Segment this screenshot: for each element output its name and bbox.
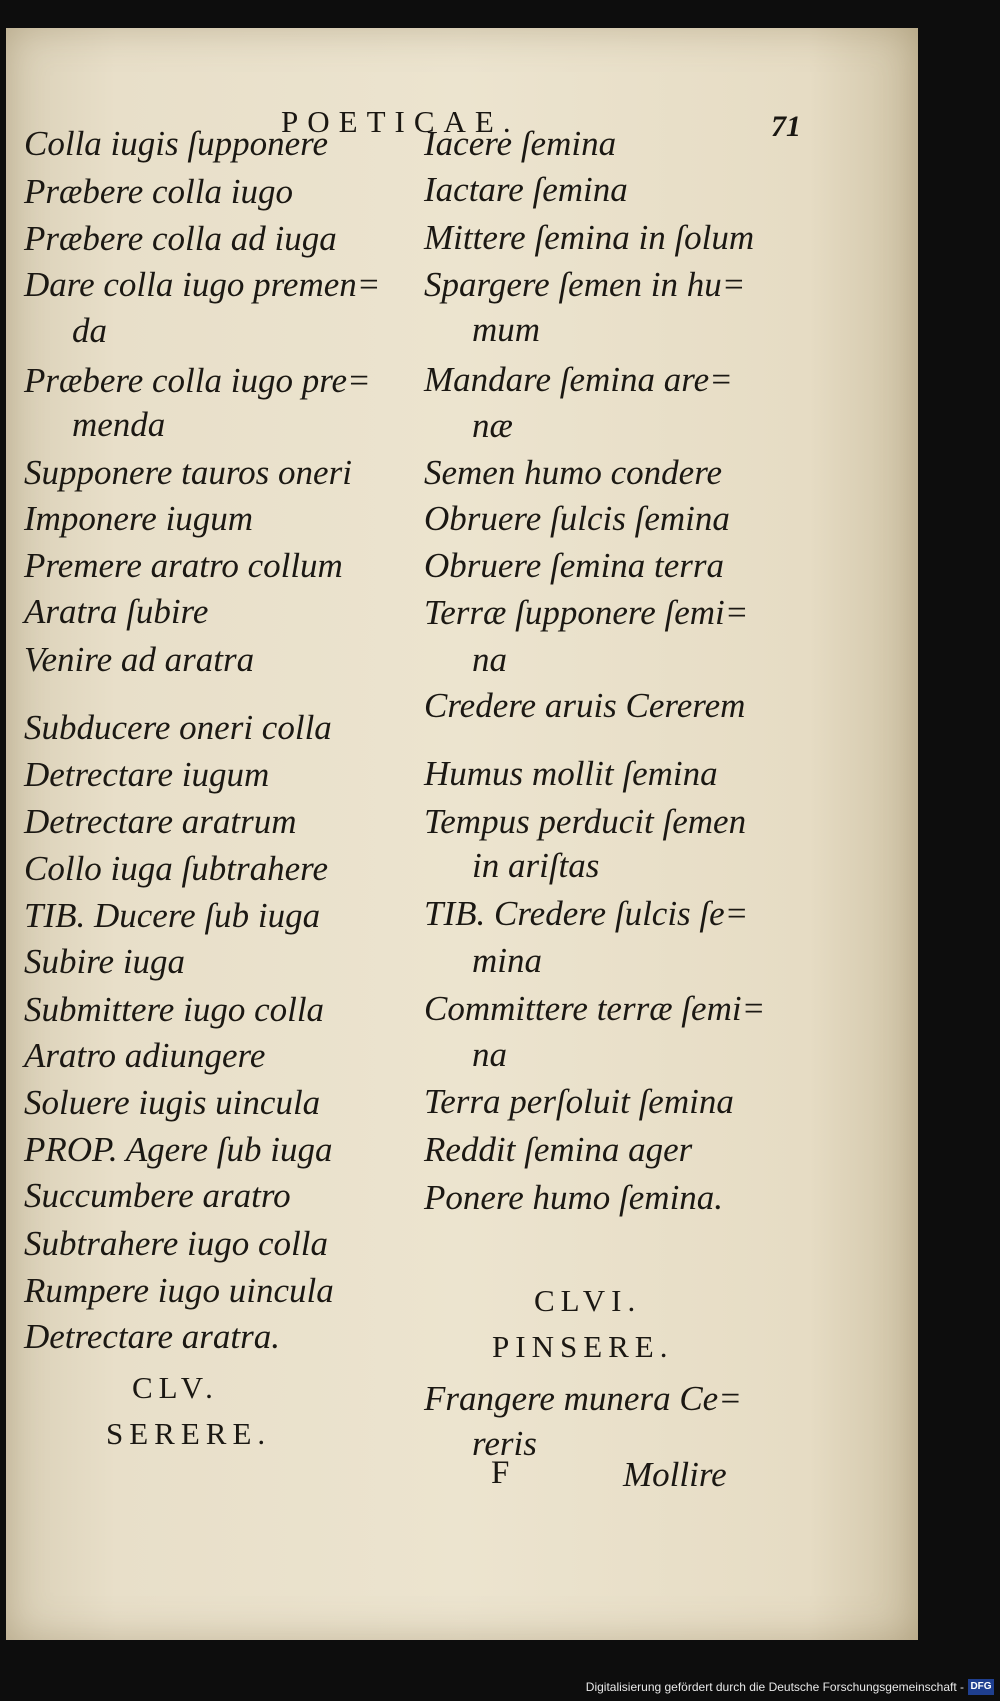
right-column-text-line: na [472, 1035, 507, 1074]
right-column-text-line: Reddit ſemina ager [424, 1130, 693, 1169]
left-column-text-line: Præbere colla iugo [24, 172, 293, 211]
right-column-text-line: Mittere ſemina in ſolum [424, 218, 755, 257]
left-column-text-line: Supponere tauros oneri [24, 453, 352, 492]
catchword: Mollire [623, 1455, 727, 1494]
book-page [6, 28, 918, 1640]
right-column-text-line: næ [472, 406, 513, 445]
left-column-text-line: Colla iugis ſupponere [24, 124, 328, 163]
right-column-text-line: Terræ ſupponere ſemi= [424, 593, 749, 632]
right-column-text-line: Iactare ſemina [424, 170, 628, 209]
right-column-text-line: Spargere ſemen in hu= [424, 265, 746, 304]
left-column-text-line: Subire iuga [24, 942, 186, 981]
left-column-text-line: menda [72, 405, 166, 444]
left-column-text-line: Subtrahere iugo colla [24, 1224, 328, 1263]
right-column-text-line: Terra perſoluit ſemina [424, 1082, 734, 1121]
right-column-text-line: Humus mollit ſemina [424, 754, 718, 793]
left-column-text-line: TIB. Ducere ſub iuga [24, 896, 321, 935]
right-column-text-line: Obruere ſemina terra [424, 546, 725, 585]
left-column-section-heading: CLV. [132, 1370, 219, 1405]
left-column-text-line: Aratro adiungere [24, 1036, 266, 1075]
left-column-text-line: Detrectare aratra. [24, 1317, 280, 1356]
left-column-text-line: Dare colla iugo premen= [24, 265, 381, 304]
right-column-text-line: Committere terræ ſemi= [424, 989, 766, 1028]
page-number: 71 [771, 110, 801, 143]
left-column-text-line: Succumbere aratro [24, 1176, 291, 1215]
right-column-text-line: Mandare ſemina are= [424, 360, 733, 399]
left-column-text-line: Præbere colla iugo pre= [24, 361, 371, 400]
footer-credit: Digitalisierung gefördert durch die Deutsche Forschungsgemeinschaft - [585, 1680, 964, 1694]
left-column-text-line: Subducere oneri colla [24, 708, 332, 747]
right-column-text-line: mum [472, 310, 541, 349]
dfg-logo: DFG [968, 1679, 994, 1695]
left-column-text-line: Aratra ſubire [24, 592, 209, 631]
page-header [6, 80, 918, 143]
left-column-text-line: da [72, 311, 107, 350]
left-column-text-line: Detrectare aratrum [24, 802, 297, 841]
right-column-text-line: Frangere munera Ce= [424, 1379, 742, 1418]
right-column-text-line: in ariſtas [472, 846, 600, 885]
right-column-text-line: Credere aruis Cererem [424, 686, 746, 725]
right-column-text-line: Ponere humo ſemina. [424, 1178, 724, 1217]
right-column-section-heading: PINSERE. [492, 1329, 674, 1364]
left-column-text-line: Rumpere iugo uincula [24, 1271, 334, 1310]
right-column-section-heading: CLVI. [534, 1283, 642, 1318]
right-column-text-line: mina [472, 941, 542, 980]
left-column-text-line: Venire ad aratra [24, 640, 255, 679]
left-column-text-line: Præbere colla ad iuga [24, 219, 337, 258]
right-column-text-line: Obruere ſulcis ſemina [424, 499, 730, 538]
right-column-text-line: Semen humo condere [424, 453, 723, 492]
right-column-text-line: TIB. Credere ſulcis ſe= [424, 894, 749, 933]
left-column-text-line: Detrectare iugum [24, 755, 270, 794]
left-column-text-line: PROP. Agere ſub iuga [24, 1130, 333, 1169]
running-head: POETICAE. [281, 104, 520, 139]
left-column-section-heading: SERERE. [106, 1416, 272, 1451]
left-column-text-line: Submittere iugo colla [24, 990, 325, 1029]
signature-mark: F [491, 1455, 510, 1491]
right-column-text-line: reris [472, 1424, 537, 1463]
right-column-text-line: na [472, 640, 507, 679]
left-column-text-line: Collo iuga ſubtrahere [24, 849, 328, 888]
left-column-text-line: Imponere iugum [24, 499, 254, 538]
right-column-text-line: Tempus perducit ſemen [424, 802, 747, 841]
footer-bar [0, 1676, 1000, 1701]
right-column-text-line: Iacere ſemina [424, 124, 617, 163]
left-column-text-line: Premere aratro collum [24, 546, 343, 585]
left-column-text-line: Soluere iugis uincula [24, 1083, 321, 1122]
